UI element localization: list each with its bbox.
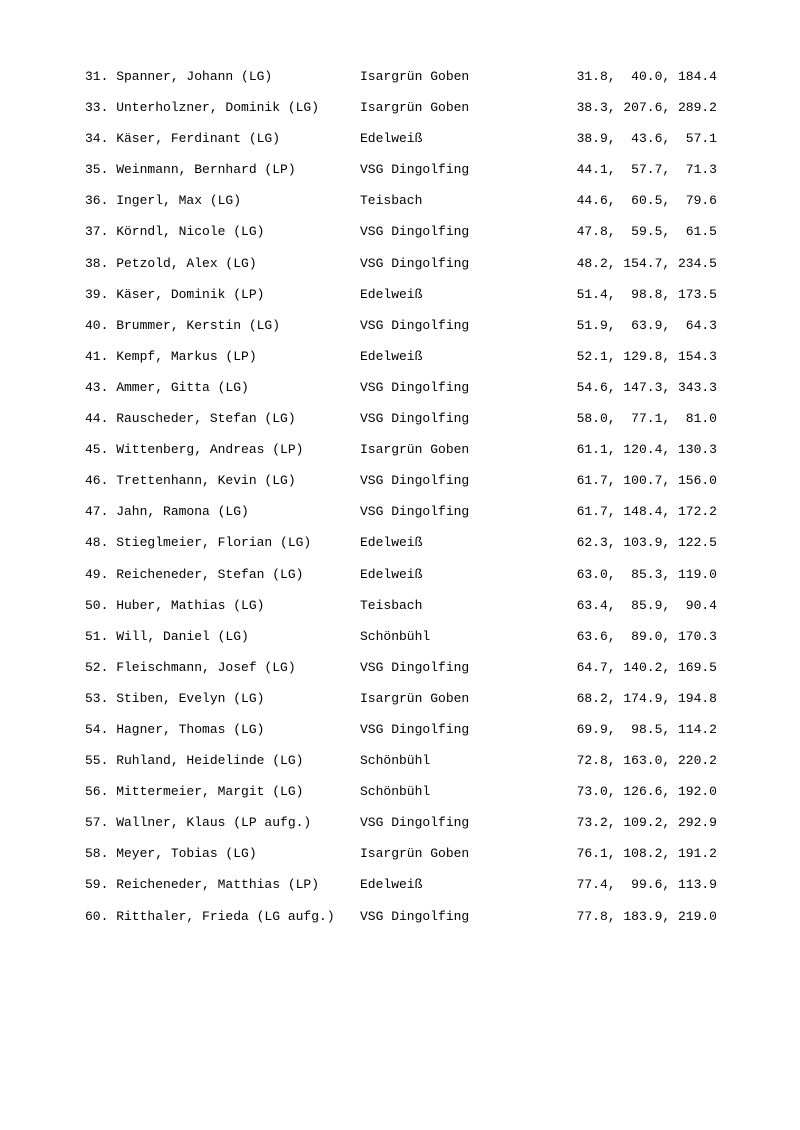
- score-values: 51.9, 63.9, 64.3: [576, 317, 717, 333]
- club-name: VSG Dingolfing: [360, 815, 470, 831]
- participant-name: 52. Fleischmann, Josef (LG): [85, 659, 296, 675]
- score-values: 58.0, 77.1, 81.0: [576, 411, 717, 427]
- club-name: Schönbühl: [360, 784, 431, 800]
- result-row: [85, 814, 725, 845]
- result-row: [85, 192, 725, 223]
- participant-name: 49. Reicheneder, Stefan (LG): [85, 566, 304, 582]
- club-name: VSG Dingolfing: [360, 162, 470, 178]
- result-row: [85, 472, 725, 503]
- participant-name: 38. Petzold, Alex (LG): [85, 255, 257, 271]
- result-row: [85, 223, 725, 254]
- participant-name: 40. Brummer, Kerstin (LG): [85, 317, 281, 333]
- club-name: VSG Dingolfing: [360, 317, 470, 333]
- club-name: VSG Dingolfing: [360, 255, 470, 271]
- participant-name: 37. Körndl, Nicole (LG): [85, 224, 265, 240]
- result-row: [85, 286, 725, 317]
- score-values: 77.8, 183.9, 219.0: [576, 908, 717, 924]
- participant-name: 59. Reicheneder, Matthias (LP): [85, 877, 320, 893]
- score-values: 61.1, 120.4, 130.3: [576, 442, 717, 458]
- participant-name: 53. Stiben, Evelyn (LG): [85, 690, 265, 706]
- club-name: Edelweiß: [360, 566, 423, 582]
- participant-name: 58. Meyer, Tobias (LG): [85, 846, 257, 862]
- club-name: Teisbach: [360, 193, 423, 209]
- participant-name: 48. Stieglmeier, Florian (LG): [85, 535, 312, 551]
- club-name: Edelweiß: [360, 348, 423, 364]
- participant-name: 33. Unterholzner, Dominik (LG): [85, 100, 320, 116]
- participant-name: 39. Käser, Dominik (LP): [85, 286, 265, 302]
- result-row: [85, 690, 725, 721]
- participant-name: 57. Wallner, Klaus (LP aufg.): [85, 815, 312, 831]
- club-name: VSG Dingolfing: [360, 908, 470, 924]
- result-row: [85, 441, 725, 472]
- participant-name: 43. Ammer, Gitta (LG): [85, 379, 249, 395]
- participant-name: 44. Rauscheder, Stefan (LG): [85, 411, 296, 427]
- score-values: 62.3, 103.9, 122.5: [576, 535, 717, 551]
- club-name: Edelweiß: [360, 131, 423, 147]
- result-row: [85, 348, 725, 379]
- participant-name: 51. Will, Daniel (LG): [85, 628, 249, 644]
- participant-name: 47. Jahn, Ramona (LG): [85, 504, 249, 520]
- club-name: Schönbühl: [360, 628, 431, 644]
- result-row: [85, 628, 725, 659]
- club-name: Edelweiß: [360, 286, 423, 302]
- club-name: Schönbühl: [360, 753, 431, 769]
- result-row: [85, 783, 725, 814]
- club-name: VSG Dingolfing: [360, 411, 470, 427]
- participant-name: 36. Ingerl, Max (LG): [85, 193, 242, 209]
- score-values: 73.2, 109.2, 292.9: [576, 815, 717, 831]
- score-values: 44.1, 57.7, 71.3: [576, 162, 717, 178]
- score-values: 61.7, 148.4, 172.2: [576, 504, 717, 520]
- score-values: 52.1, 129.8, 154.3: [576, 348, 717, 364]
- result-row: [85, 659, 725, 690]
- result-row: [85, 876, 725, 907]
- result-row: [85, 161, 725, 192]
- club-name: VSG Dingolfing: [360, 659, 470, 675]
- score-values: 63.0, 85.3, 119.0: [576, 566, 717, 582]
- score-values: 77.4, 99.6, 113.9: [576, 877, 717, 893]
- club-name: Isargrün Goben: [360, 100, 470, 116]
- participant-name: 56. Mittermeier, Margit (LG): [85, 784, 304, 800]
- score-values: 38.3, 207.6, 289.2: [576, 100, 717, 116]
- participant-name: 60. Ritthaler, Frieda (LG aufg.): [85, 908, 335, 924]
- score-values: 44.6, 60.5, 79.6: [576, 193, 717, 209]
- score-values: 54.6, 147.3, 343.3: [576, 379, 717, 395]
- result-row: [85, 534, 725, 565]
- participant-name: 45. Wittenberg, Andreas (LP): [85, 442, 304, 458]
- participant-name: 54. Hagner, Thomas (LG): [85, 721, 265, 737]
- result-row: [85, 908, 725, 939]
- participant-name: 50. Huber, Mathias (LG): [85, 597, 265, 613]
- club-name: Isargrün Goben: [360, 846, 470, 862]
- club-name: VSG Dingolfing: [360, 379, 470, 395]
- club-name: Isargrün Goben: [360, 690, 470, 706]
- club-name: Edelweiß: [360, 877, 423, 893]
- score-values: 48.2, 154.7, 234.5: [576, 255, 717, 271]
- result-row: [85, 721, 725, 752]
- score-values: 68.2, 174.9, 194.8: [576, 690, 717, 706]
- club-name: VSG Dingolfing: [360, 473, 470, 489]
- club-name: Teisbach: [360, 597, 423, 613]
- result-row: [85, 99, 725, 130]
- result-row: [85, 317, 725, 348]
- result-row: [85, 410, 725, 441]
- participant-name: 55. Ruhland, Heidelinde (LG): [85, 753, 304, 769]
- club-name: VSG Dingolfing: [360, 504, 470, 520]
- club-name: Edelweiß: [360, 535, 423, 551]
- result-row: [85, 130, 725, 161]
- club-name: VSG Dingolfing: [360, 721, 470, 737]
- result-row: [85, 845, 725, 876]
- result-row: [85, 566, 725, 597]
- score-values: 51.4, 98.8, 173.5: [576, 286, 717, 302]
- score-values: 64.7, 140.2, 169.5: [576, 659, 717, 675]
- score-values: 31.8, 40.0, 184.4: [576, 69, 717, 84]
- result-row: [85, 503, 725, 534]
- result-row: [85, 379, 725, 410]
- participant-name: 31. Spanner, Johann (LG): [85, 69, 273, 84]
- score-values: 61.7, 100.7, 156.0: [576, 473, 717, 489]
- result-row: [85, 597, 725, 628]
- score-values: 38.9, 43.6, 57.1: [576, 131, 717, 147]
- score-values: 63.4, 85.9, 90.4: [576, 597, 717, 613]
- score-values: 76.1, 108.2, 191.2: [576, 846, 717, 862]
- score-values: 63.6, 89.0, 170.3: [576, 628, 717, 644]
- result-row: [85, 255, 725, 286]
- score-values: 72.8, 163.0, 220.2: [576, 753, 717, 769]
- participant-name: 41. Kempf, Markus (LP): [85, 348, 257, 364]
- score-values: 73.0, 126.6, 192.0: [576, 784, 717, 800]
- club-name: Isargrün Goben: [360, 69, 470, 84]
- participant-name: 35. Weinmann, Bernhard (LP): [85, 162, 296, 178]
- score-values: 47.8, 59.5, 61.5: [576, 224, 717, 240]
- result-row: [85, 68, 725, 99]
- participant-name: 46. Trettenhann, Kevin (LG): [85, 473, 296, 489]
- result-row: [85, 752, 725, 783]
- club-name: VSG Dingolfing: [360, 224, 470, 240]
- score-values: 69.9, 98.5, 114.2: [576, 721, 717, 737]
- club-name: Isargrün Goben: [360, 442, 470, 458]
- results-list: [85, 68, 725, 939]
- participant-name: 34. Käser, Ferdinant (LG): [85, 131, 281, 147]
